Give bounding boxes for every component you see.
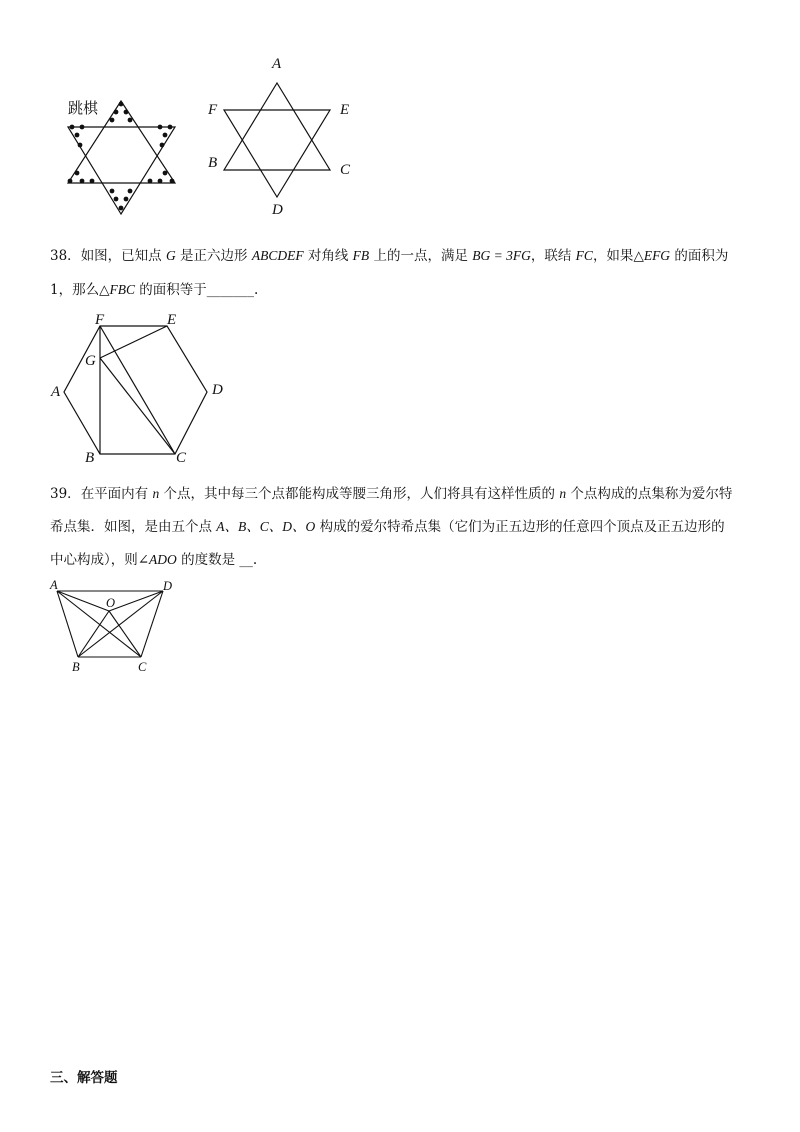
pentagon-label-B: B [72,660,80,674]
pentagon-label-C: C [138,660,147,674]
q38-text: 是正六边形 [175,248,252,264]
hexagon-figure [55,320,215,462]
pentagon-label-A: A [50,578,58,592]
question-38 [50,246,760,300]
q39-text: 个点，其中每三个点都能构成等腰三角形，人们将具有这样性质的 [159,486,560,502]
q38-answer-blank: 的面积等于_______. [134,282,259,298]
q38-text: 的面积为 [670,248,729,264]
question-38-number: 38． [50,248,81,264]
segment-AO [57,591,109,611]
hexagon-label-A: A [51,384,61,400]
hexagram-figure [220,80,335,200]
question-38-line-1 [50,246,760,266]
q38-diagonal-FB: FB [352,248,370,263]
hexagram-label-F: F [208,102,218,118]
q38-hexagon-name: ABCDEF [251,248,304,263]
q38-condition: BG = 3FG [472,248,531,263]
q39-angle-ADO: ∠ADO [137,552,177,567]
q38-segment-FC: FC [575,248,593,263]
q39-var-n: n [152,486,160,501]
q38-text: ，联结 [530,248,576,264]
q39-answer-blank: 的度数是 __. [176,552,258,568]
question-39-line-3 [50,550,760,570]
q38-text: 如图，已知点 [80,248,166,264]
question-38-line-2 [50,280,760,300]
question-39 [50,484,760,570]
checkers-star-down-triangle [68,127,175,214]
q39-text: 中心构成），则 [50,552,138,568]
question-39-number: 39． [50,486,81,502]
q38-text: ，如果 [592,248,634,264]
q38-triangle-EFG: △EFG [633,248,671,263]
question-39-line-2 [50,517,760,537]
hexagon-label-E: E [167,312,177,328]
q39-text: 构成的爱尔特希点集（它们为正五边形的任意四个顶点及正五边形的 [315,519,725,535]
hexagram-label-C: C [340,162,351,178]
q38-triangle-FBC: △FBC [99,282,135,297]
hexagon-segment-FC [100,326,175,454]
segment-CO [109,611,141,657]
q38-text: 上的一点，满足 [369,248,473,264]
pentagon-label-D: D [163,579,173,593]
segment-DB [78,591,163,657]
hexagram-down-triangle [224,110,330,197]
segment-BO [78,611,109,657]
hexagon-segment-GC [100,358,175,454]
segment-DO [109,591,163,611]
q39-points: A、B、C、D、O [216,519,316,534]
segment-AC [57,591,141,657]
hexagram-up-triangle [224,83,330,170]
hexagon-outline [64,326,207,454]
q38-text: 1，那么 [50,282,100,298]
segment-DC [141,591,163,657]
hexagon-label-F: F [95,312,105,328]
hexagram-label-B: B [208,155,218,171]
hexagram-label-A: A [272,56,282,72]
q39-text: 在平面内有 [80,486,153,502]
pentagon-label-O: O [106,596,116,610]
question-39-line-1 [50,484,760,504]
q38-text: 对角线 [303,248,353,264]
hexagram-label-D: D [272,202,283,218]
section-3-heading: 三、解答题 [50,1070,118,1086]
q39-text: 个点构成的点集称为爱尔特 [566,486,733,502]
segment-AB [57,591,78,657]
hexagram-label-E: E [340,102,350,118]
hexagon-label-G: G [85,353,96,369]
q39-var-n: n [559,486,567,501]
q38-point-G: G [165,248,176,263]
hexagon-label-D: D [212,382,223,398]
q39-text: 希点集．如图，是由五个点 [50,519,217,535]
hexagon-label-C: C [176,450,187,466]
hexagon-label-B: B [85,450,95,466]
checkers-label: 跳棋 [68,99,99,117]
